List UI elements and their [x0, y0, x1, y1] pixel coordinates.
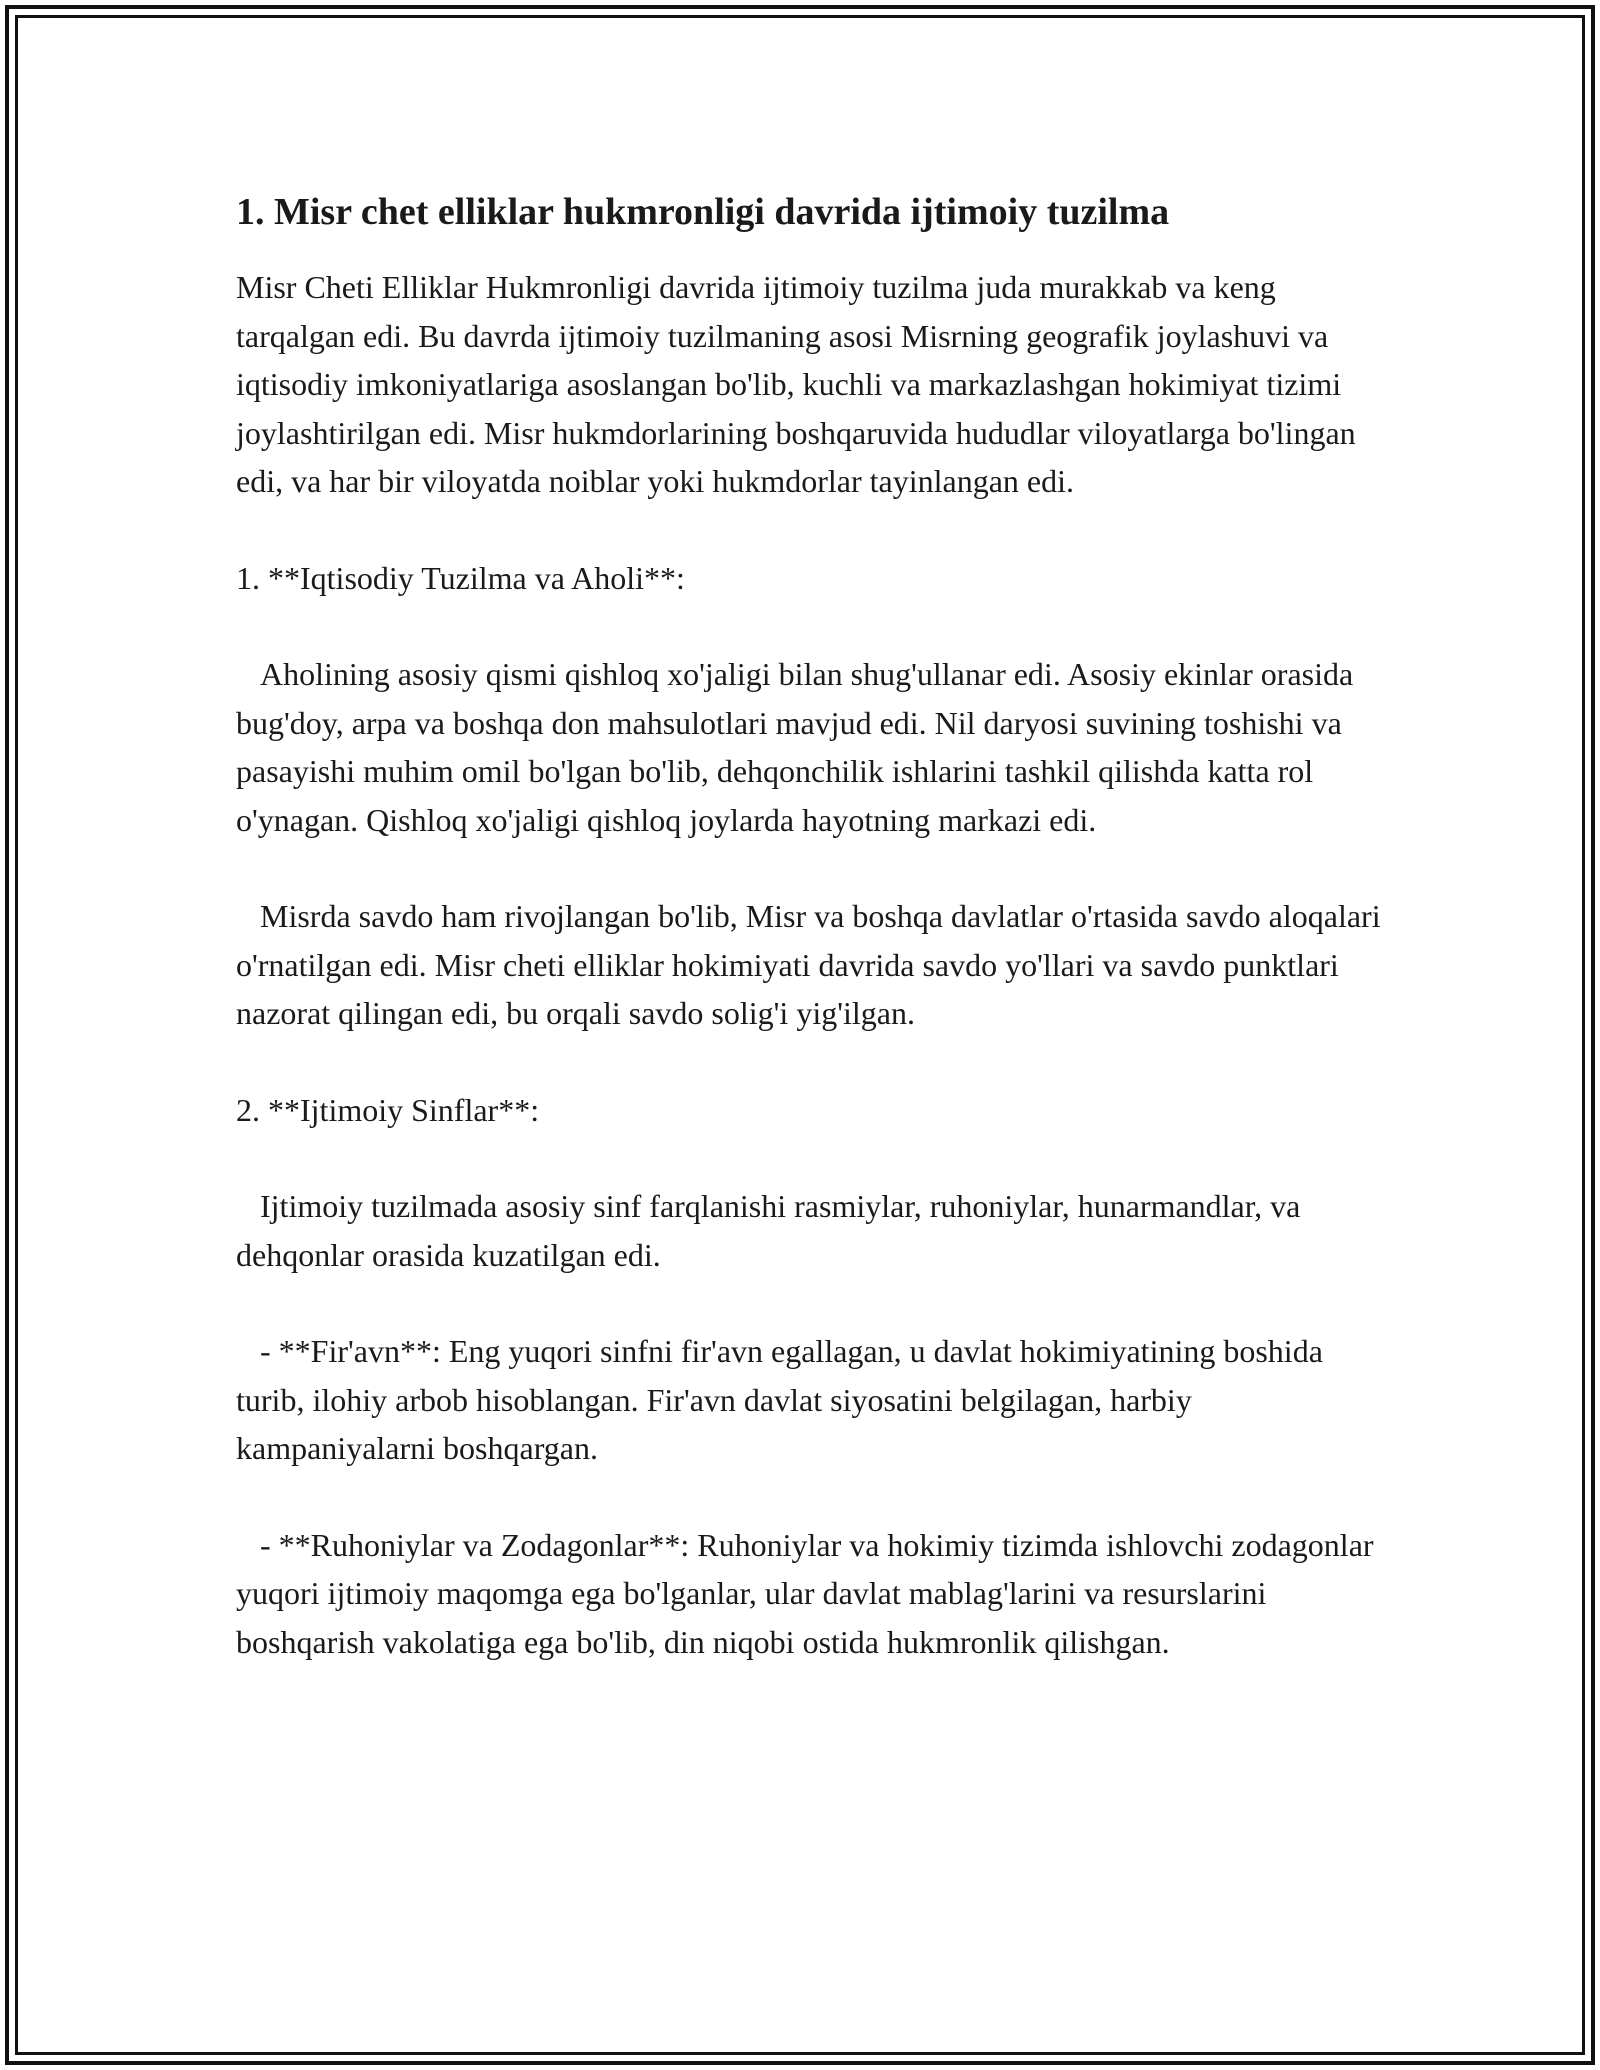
document-body	[236, 187, 1389, 1714]
paragraph-trade: Misrda savdo ham rivojlangan bo'lib, Misr va boshqa davlatlar o'rtasida savdo aloqalari o'rnatilgan edi. Misr cheti elliklar hokimiyati davrida savdo yo'llari va savdo punktlari nazorat qilingan edi, bu orqali savdo solig'i yig'ilgan.	[236, 898, 1389, 1031]
document-title: 1. Misr chet elliklar hukmronligi davrida ijtimoiy tuzilma	[236, 191, 1170, 233]
list-item-priests-nobles: - **Ruhoniylar va Zodagonlar**: Ruhoniylar va hokimiy tizimda ishlovchi zodagonlar yuqori ijtimoiy maqomga ega bo'lganlar, ular davlat mablag'larini va resurslarini boshqarish vakolatiga ega bo'lib, din niqobi ostida hukmronlik qilishgan.	[236, 1526, 1382, 1660]
section-heading-social-classes: 2. **Ijtimoiy Sinflar**:	[236, 1091, 540, 1128]
paragraph-class-division: Ijtimoiy tuzilmada asosiy sinf farqlanishi rasmiylar, ruhoniylar, hunarmandlar, va dehqonlar orasida kuzatilgan edi.	[236, 1188, 1309, 1273]
paragraph-agriculture: Aholining asosiy qismi qishloq xo'jaligi bilan shug'ullanar edi. Asosiy ekinlar orasida bug'doy, arpa va boshqa don mahsulotlari mavjud edi. Nil daryosi suvining toshishi va pasayishi muhim omil bo'lgan bo'lib, dehqonchilik ishlarini tashkil qilishda katta rol o'ynagan. Qishloq xo'jaligi qishloq joylarda hayotning markazi edi.	[236, 656, 1362, 838]
section-heading-economy: 1. **Iqtisodiy Tuzilma va Aholi**:	[236, 559, 685, 596]
list-item-pharaoh: - **Fir'avn**: Eng yuqori sinfni fir'avn egallagan, u davlat hokimiyatining boshida turib, ilohiy arbob hisoblangan. Fir'avn davlat siyosatini belgilagan, harbiy kampaniyalarni boshqargan.	[236, 1333, 1331, 1466]
intro-paragraph: Misr Cheti Elliklar Hukmronligi davrida ijtimoiy tuzilma juda murakkab va keng tarqalgan edi. Bu davrda ijtimoiy tuzilmaning asosi Misrning geografik joylashuvi va iqtisodiy imkoniyatlariga asoslangan bo'lib, kuchli va markazlashgan hokimiyat tizimi joylashtirilgan edi. Misr hukmdorlarining boshqaruvida hududlar viloyatlarga bo'lingan edi, va har bir viloyatda noiblar yoki hukmdorlar tayinlangan edi.	[236, 269, 1364, 499]
